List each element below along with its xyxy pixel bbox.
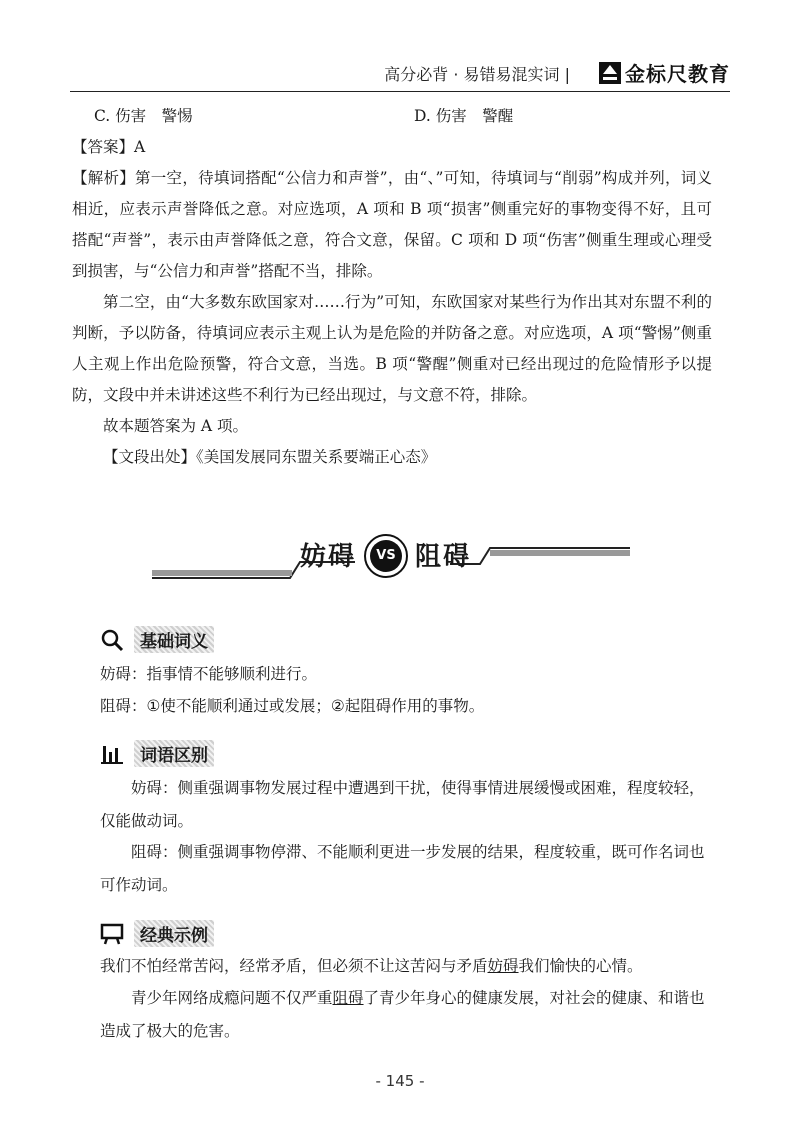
section-basic-header (100, 626, 214, 653)
section-basic-title: 基础词义 (134, 626, 214, 653)
option-d: D. 伤害 警醒 (414, 107, 514, 125)
vs-label: VS (370, 540, 402, 572)
banner-word-right: 阻碍 (415, 542, 472, 572)
brand-name: 金标尺教育 (625, 62, 730, 86)
bar-chart-icon (100, 742, 124, 766)
example-2-text-end: 了青少年身心的健康发展，对社会的健康、和谐也造成了极大的危害。 (100, 989, 705, 1040)
section-diff-title: 词语区别 (134, 740, 214, 767)
magnifier-icon (100, 628, 124, 652)
comparison-banner (150, 526, 650, 586)
basic-meaning-1: 妨碍：指事情不能够顺利进行。 (100, 665, 318, 683)
header-subtitle: 高分必背 · 易错易混实词 | (384, 65, 570, 84)
board-icon (100, 922, 124, 946)
example-1-text-end: 我们愉快的心情。 (518, 957, 643, 975)
page-number: - 145 - (375, 1072, 425, 1090)
example-1-text: 我们不怕经常苦闷，经常矛盾，但必须不让这苦闷与矛盾 (100, 957, 488, 975)
analysis-conclusion: 故本题答案为 A 项。 (103, 417, 249, 435)
diff-paragraph-2: 阻碍：侧重强调事物停滞、不能顺利更进一步发展的结果，程度较重，既可作名词也可作动词。 (100, 843, 705, 894)
banner-word-left: 妨碍 (300, 542, 357, 572)
example-2-text: 青少年网络成瘾问题不仅严重 (131, 989, 333, 1007)
example-sentence-1 (100, 950, 712, 983)
analysis-paragraph-2: 第二空，由“大多数东欧国家对……行为”可知，东欧国家对某些行为作出其对东盟不利的判断，予以防备，待填词应表示主观上认为是危险的并防备之意。对应选项，A 项“警惕”侧重人主观上作出危险预警，符合文意，当选。B 项“警醒”侧重对已经出现过的危险情形予以提防，文段中并未讲述这些不利行为已经出现过，与文意不符，排除。 (72, 293, 712, 404)
brand-mark-icon (599, 62, 621, 84)
diff-paragraph-1: 妨碍：侧重强调事物发展过程中遭遇到干扰，使得事情进展缓慢或困难，程度较轻，仅能做动词。 (100, 779, 705, 830)
vs-badge (364, 534, 408, 578)
example-1-keyword: 妨碍 (487, 957, 519, 975)
basic-meaning-2: 阻碍：①使不能顺利通过或发展；②起阻碍作用的事物。 (100, 697, 485, 715)
answer-line: 【答案】A (72, 138, 146, 156)
analysis-paragraph-1: 【解析】第一空，待填词搭配“公信力和声誉”，由“、”可知，待填词与“削弱”构成并列，词义相近，应表示声誉降低之意。对应选项，A 项和 B 项“损害”侧重完好的事物变得不好，且可搭配“声誉”，表示由声誉降低之意，符合文意，保留。C 项和 D 项“伤害”侧重生理或心理受到损害，与“公信力和声誉”搭配不当，排除。 (72, 169, 712, 280)
section-example-header (100, 920, 214, 947)
section-example-title: 经典示例 (134, 920, 214, 947)
header-divider (70, 91, 730, 92)
option-c: C. 伤害 警惕 (94, 107, 193, 125)
brand-logo (599, 58, 730, 87)
example-2-keyword: 阻碍 (332, 989, 364, 1007)
section-diff-header (100, 740, 214, 767)
page-header (70, 58, 730, 92)
example-sentence-2 (100, 982, 712, 1048)
source-citation: 【文段出处】《美国发展同东盟关系要端正心态》 (103, 448, 437, 466)
